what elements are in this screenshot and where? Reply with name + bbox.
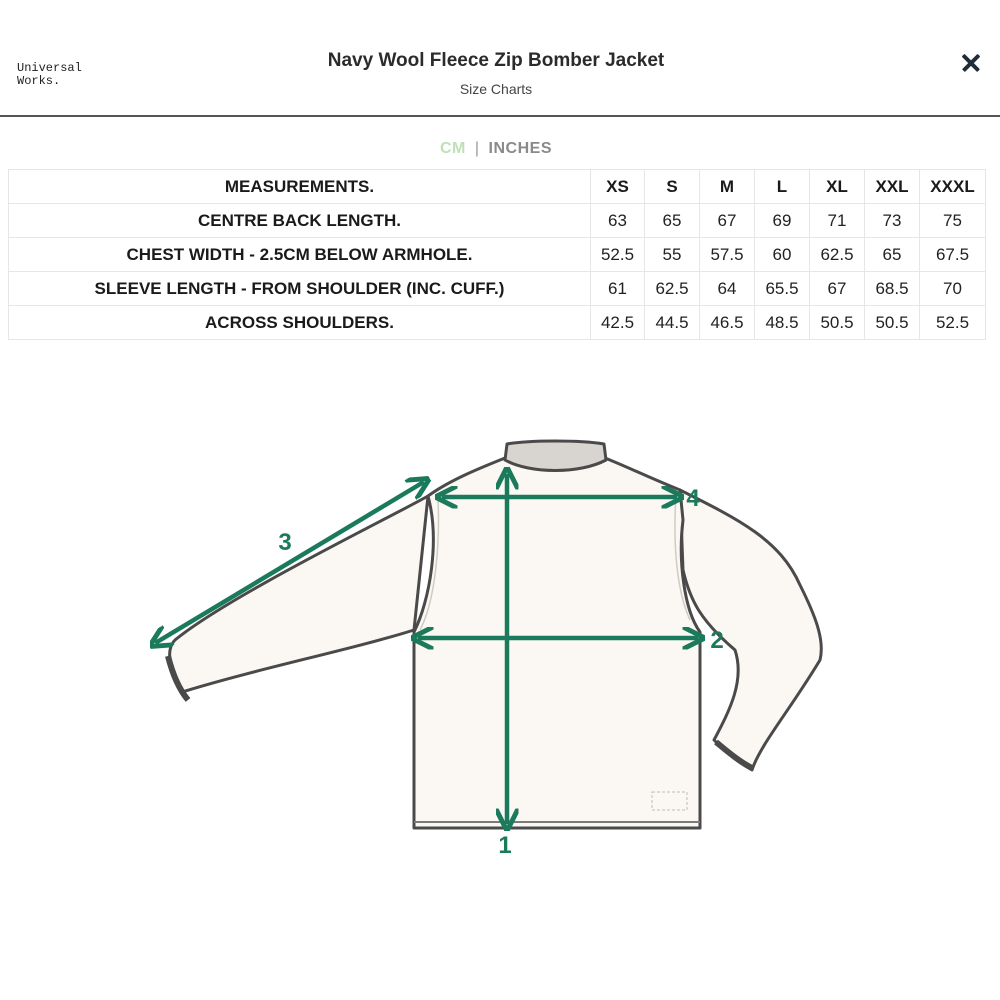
measurement-value: 63 (591, 204, 645, 238)
close-icon[interactable] (958, 50, 984, 76)
measurement-label: SLEEVE LENGTH - FROM SHOULDER (INC. CUFF.) (9, 272, 591, 306)
measurement-value: 67 (810, 272, 865, 306)
table-row (9, 306, 986, 340)
measurement-value: 73 (865, 204, 920, 238)
measurement-value: 75 (920, 204, 986, 238)
size-header: XXL (865, 170, 920, 204)
measurement-label: CENTRE BACK LENGTH. (9, 204, 591, 238)
size-header: L (755, 170, 810, 204)
measurement-value: 42.5 (591, 306, 645, 340)
marker-4: 4 (686, 485, 700, 512)
size-header: XXXL (920, 170, 986, 204)
left-sleeve (170, 496, 428, 692)
size-header: S (645, 170, 700, 204)
logo-line-2: Works. (17, 74, 61, 88)
measurement-value: 62.5 (810, 238, 865, 272)
measurement-value: 70 (920, 272, 986, 306)
measurement-label: CHEST WIDTH - 2.5CM BELOW ARMHOLE. (9, 238, 591, 272)
modal-header (0, 0, 1000, 117)
unit-toggle (0, 140, 992, 158)
jacket-body (414, 458, 700, 828)
measurement-value: 61 (591, 272, 645, 306)
measurement-value: 52.5 (591, 238, 645, 272)
collar (505, 441, 606, 471)
measurement-value: 57.5 (700, 238, 755, 272)
size-charts-subtitle: Size Charts (459, 81, 533, 97)
measurement-value: 64 (700, 272, 755, 306)
measurement-value: 50.5 (865, 306, 920, 340)
measurement-value: 71 (810, 204, 865, 238)
marker-1: 1 (498, 832, 512, 859)
measurement-value: 60 (755, 238, 810, 272)
measurement-value: 69 (755, 204, 810, 238)
jacket-measurement-diagram (150, 430, 850, 870)
unit-cm-tab[interactable]: CM (440, 140, 466, 157)
measurement-value: 68.5 (865, 272, 920, 306)
size-header: XL (810, 170, 865, 204)
table-row (9, 272, 986, 306)
logo-line-1: Universal (17, 61, 82, 75)
measurement-value: 48.5 (755, 306, 810, 340)
unit-inches-tab[interactable]: INCHES (488, 140, 552, 157)
marker-2: 2 (710, 627, 724, 654)
table-row (9, 238, 986, 272)
measurement-value: 65 (645, 204, 700, 238)
measurement-label: ACROSS SHOULDERS. (9, 306, 591, 340)
measurement-value: 65.5 (755, 272, 810, 306)
table-row (9, 204, 986, 238)
measurement-value: 55 (645, 238, 700, 272)
size-chart-table (8, 169, 986, 340)
measurement-value: 65 (865, 238, 920, 272)
measurement-value: 50.5 (810, 306, 865, 340)
measurement-value: 67.5 (920, 238, 986, 272)
measurement-value: 46.5 (700, 306, 755, 340)
size-header: XS (591, 170, 645, 204)
measurement-value: 52.5 (920, 306, 986, 340)
measurements-header: MEASUREMENTS. (9, 170, 591, 204)
measurement-value: 62.5 (645, 272, 700, 306)
table-header-row (9, 170, 986, 204)
product-title: Navy Wool Fleece Zip Bomber Jacket (327, 50, 665, 71)
measurement-value: 44.5 (645, 306, 700, 340)
measurement-value: 67 (700, 204, 755, 238)
marker-3: 3 (278, 529, 292, 556)
size-header: M (700, 170, 755, 204)
unit-separator: | (474, 140, 480, 157)
